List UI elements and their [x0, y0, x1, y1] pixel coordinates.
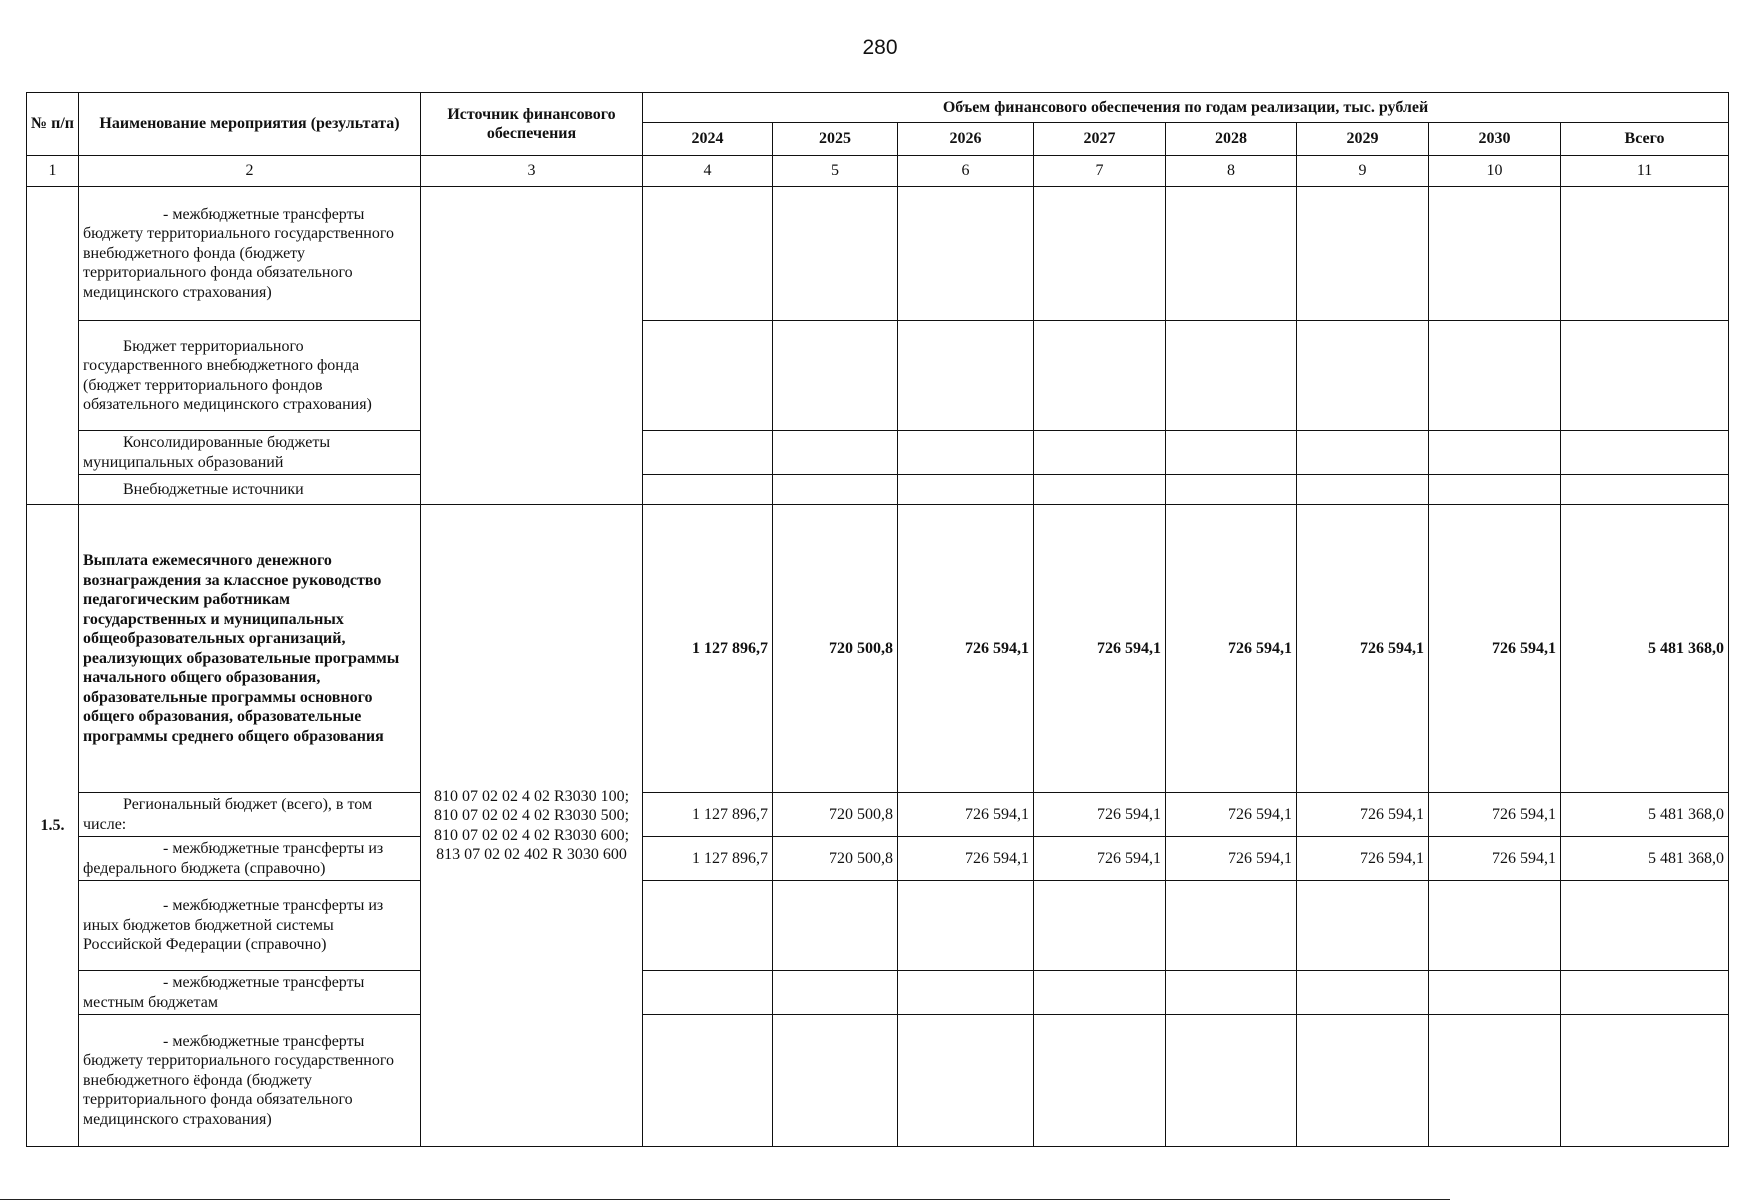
header-total: Всего [1561, 123, 1729, 156]
table-row [27, 187, 1729, 321]
value-cell-total: 5 481 368,0 [1561, 505, 1729, 793]
source-code: 810 07 02 02 4 02 R3030 100; 810 07 02 02 4 02 R3030 500; 810 07 02 02 4 02 R3030 600; 813 07 02 02 402 R 3030 600 [421, 505, 643, 1147]
row-name: - межбюджетные трансферты бюджету территориального государственного внебюджетного фонда (бюджету территориального фонда обязательного медицинского страхования) [79, 187, 421, 321]
header-year: 2026 [898, 123, 1034, 156]
value-cell: 726 594,1 [898, 505, 1034, 793]
budget-table [26, 92, 1729, 1147]
column-number: 6 [898, 156, 1034, 187]
header-year: 2028 [1166, 123, 1297, 156]
header-year: 2024 [643, 123, 773, 156]
value-cell: 1 127 896,7 [643, 505, 773, 793]
value-cell: 720 500,8 [773, 793, 898, 837]
row-name: - межбюджетные трансферты из федерального бюджета (справочно) [79, 837, 421, 881]
value-cell: 726 594,1 [898, 793, 1034, 837]
table-row [27, 793, 1729, 837]
page-number: 280 [862, 36, 898, 59]
table-row [27, 505, 1729, 793]
value-cell: 726 594,1 [1297, 837, 1429, 881]
column-number: 8 [1166, 156, 1297, 187]
header-year: 2029 [1297, 123, 1429, 156]
table-row [27, 431, 1729, 475]
table-row [27, 321, 1729, 431]
value-cell: 726 594,1 [1034, 505, 1166, 793]
table-row [27, 837, 1729, 881]
row-name: Консолидированные бюджеты муниципальных образований [79, 431, 421, 475]
column-number: 9 [1297, 156, 1429, 187]
table-row [27, 971, 1729, 1015]
header-col-source: Источник финансового обеспечения [421, 93, 643, 156]
row-name: - межбюджетные трансферты бюджету территориального государственного внебюджетного ёфонда (бюджету территориального фонда обязательного медицинского страхования) [79, 1015, 421, 1147]
table-row [27, 1015, 1729, 1147]
column-number: 3 [421, 156, 643, 187]
value-cell: 720 500,8 [773, 505, 898, 793]
header-year: 2025 [773, 123, 898, 156]
value-cell: 726 594,1 [1166, 837, 1297, 881]
column-number: 1 [27, 156, 79, 187]
value-cell: 726 594,1 [1297, 505, 1429, 793]
header-col-no: № п/п [27, 93, 79, 156]
table-row [27, 475, 1729, 505]
column-number: 2 [79, 156, 421, 187]
row-name: Бюджет территориального государственного внебюджетного фонда (бюджет территориального фондов обязательного медицинского страхования) [79, 321, 421, 431]
value-cell: 726 594,1 [898, 837, 1034, 881]
row-name: - межбюджетные трансферты из иных бюджетов бюджетной системы Российской Федерации (справочно) [79, 881, 421, 971]
value-cell: 726 594,1 [1034, 793, 1166, 837]
value-cell: 726 594,1 [1166, 505, 1297, 793]
column-number: 5 [773, 156, 898, 187]
value-cell: 1 127 896,7 [643, 793, 773, 837]
column-number: 4 [643, 156, 773, 187]
column-number: 11 [1561, 156, 1729, 187]
value-cell: 1 127 896,7 [643, 837, 773, 881]
row-number-empty [27, 187, 79, 505]
value-cell: 726 594,1 [1429, 793, 1561, 837]
value-cell: 720 500,8 [773, 837, 898, 881]
row-name: Выплата ежемесячного денежного вознаграждения за классное руководство педагогическим работникам государственных и муниципальных общеобразовательных организаций, реализующих образовательные программы начального общего образования, образовательные программы основного общего образования, образовательные программы среднего общего образования [79, 505, 421, 793]
row-name: - межбюджетные трансферты местным бюджетам [79, 971, 421, 1015]
header-year: 2027 [1034, 123, 1166, 156]
value-cell: 726 594,1 [1429, 505, 1561, 793]
header-year: 2030 [1429, 123, 1561, 156]
row-name: Внебюджетные источники [79, 475, 421, 505]
table-row [27, 881, 1729, 971]
value-cell-total: 5 481 368,0 [1561, 837, 1729, 881]
column-number: 10 [1429, 156, 1561, 187]
header-col-name: Наименование мероприятия (результата) [79, 93, 421, 156]
column-number: 7 [1034, 156, 1166, 187]
value-cell: 726 594,1 [1166, 793, 1297, 837]
row-number: 1.5. [27, 505, 79, 1147]
value-cell-total: 5 481 368,0 [1561, 793, 1729, 837]
row-name: Региональный бюджет (всего), в том числе: [79, 793, 421, 837]
value-cell: 726 594,1 [1429, 837, 1561, 881]
value-cell: 726 594,1 [1297, 793, 1429, 837]
source-empty [421, 187, 643, 505]
value-cell: 726 594,1 [1034, 837, 1166, 881]
header-col-volume: Объем финансового обеспечения по годам реализации, тыс. рублей [643, 93, 1729, 123]
